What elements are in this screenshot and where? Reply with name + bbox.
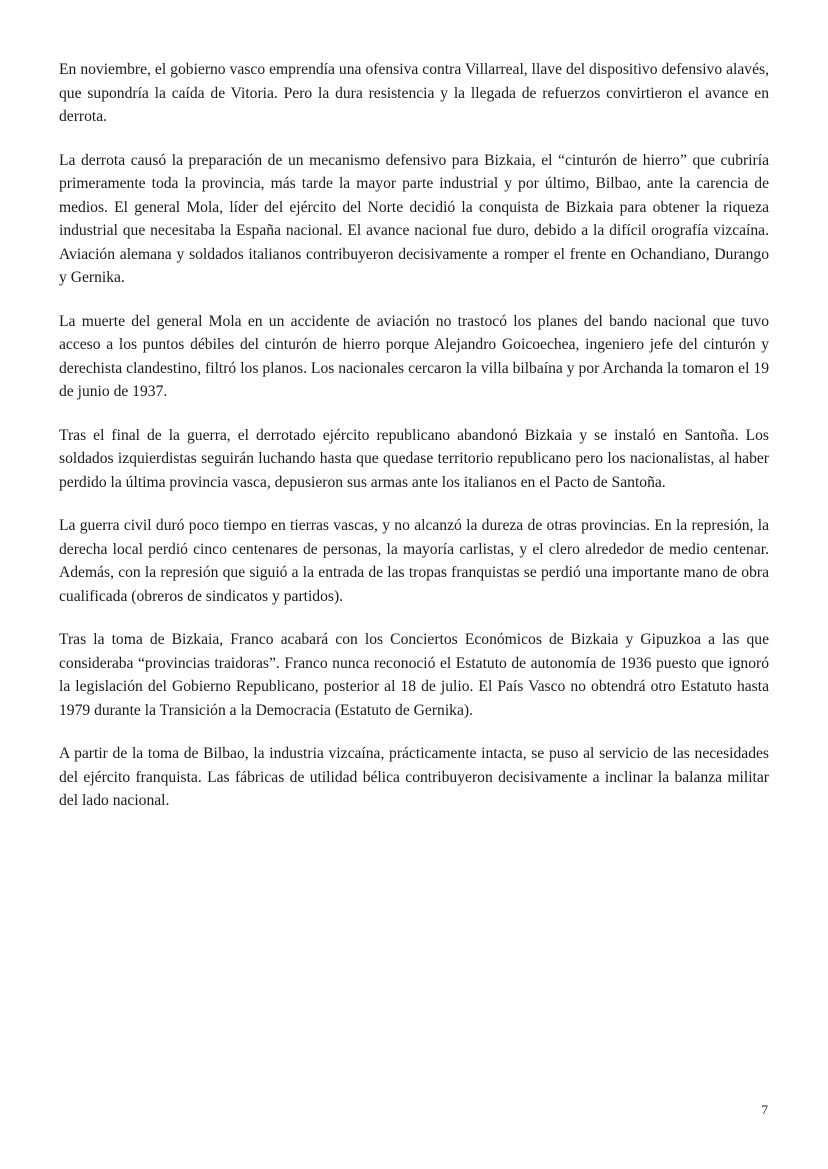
paragraph-santona: Tras el final de la guerra, el derrotado ejército republicano abandonó Bizkaia y se instaló en Santoña. Los soldados izquierdistas seguirán luchando hasta que quedase territorio republicano pero los nacionalistas, al haber perdido la última provincia vasca, depusieron sus armas ante los italianos en el Pacto de Santoña. [59,426,769,491]
document-body [59,58,769,833]
paragraph-death-of-mola: La muerte del general Mola en un accidente de aviación no trastocó los planes del bando nacional que tuvo acceso a los puntos débiles del cinturón de hierro porque Alejandro Goicoechea, ingeniero jefe del cinturón y derechista clandestino, filtró los planos. Los nacionales cercaron la villa bilbaína y por Archanda la tomaron el 19 de junio de 1937. [59,312,769,400]
page-number: 7 [761,1102,768,1117]
paragraph-conciertos-economicos: Tras la toma de Bizkaia, Franco acabará con los Conciertos Económicos de Bizkaia y Gipuzkoa a las que consideraba “provincias traidoras”. Franco nunca reconoció el Estatuto de autonomía de 1936 puesto que ignoró la legislación del Gobierno Republicano, posterior al 18 de julio. El País Vasco no obtendrá otro Estatuto hasta 1979 durante la Transición a la Democracia (Estatuto de Gernika). [59,631,769,719]
paragraph-villarreal-offensive: En noviembre, el gobierno vasco emprendía una ofensiva contra Villarreal, llave del dispositivo defensivo alavés, que supondría la caída de Vitoria. Pero la dura resistencia y la llegada de refuerzos convirtieron el avance en derrota. [59,61,769,125]
paragraph-cinturon-de-hierro: La derrota causó la preparación de un mecanismo defensivo para Bizkaia, el “cinturón de hierro” que cubriría primeramente toda la provincia, más tarde la mayor parte industrial y por último, Bilbao, ante la carencia de medios. El general Mola, líder del ejército del Norte decidió la conquista de Bizkaia para obtener la riqueza industrial que necesitaba la España nacional. El avance nacional fue duro, debido a la difícil orografía vizcaína. Aviación alemana y soldados italianos contribuyeron decisivamente a romper el frente en Ochandiano, Durango y Gernika. [59,151,769,286]
paragraph-industry: A partir de la toma de Bilbao, la industria vizcaína, prácticamente intacta, se puso al servicio de las necesidades del ejército franquista. Las fábricas de utilidad bélica contribuyeron decisivamente a inclinar la balanza militar del lado nacional. [59,745,769,809]
paragraph-repression: La guerra civil duró poco tiempo en tierras vascas, y no alcanzó la dureza de otras provincias. En la represión, la derecha local perdió cinco centenares de personas, la mayoría carlistas, y el clero alrededor de medio centenar. Además, con la represión que siguió a la entrada de las tropas franquistas se perdió una importante mano de obra cualificada (obreros de sindicatos y partidos). [59,517,769,605]
